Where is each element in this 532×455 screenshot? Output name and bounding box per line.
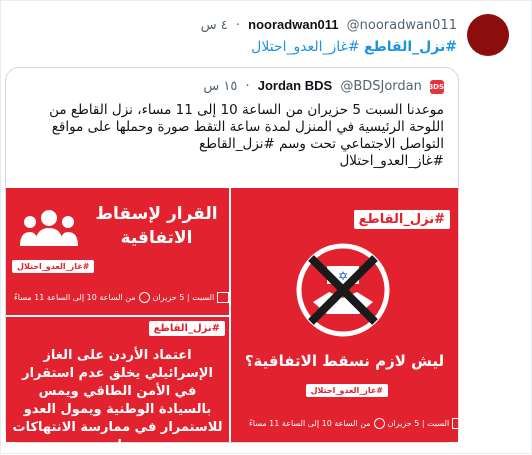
tweet-hashtags: [251, 39, 457, 55]
media-image-2[interactable]: [6, 317, 229, 453]
tile1-tag: #غاز_العدو_احتلال: [12, 260, 94, 273]
media-grid: [6, 188, 458, 453]
timestamp[interactable]: ٤ س: [200, 18, 228, 33]
quoted-tweet[interactable]: [5, 67, 459, 453]
tile1-date: السبت | 5 حزيران: [152, 293, 215, 302]
tile1-footer: [14, 292, 229, 303]
quoted-display-name[interactable]: Jordan BDS: [257, 78, 333, 93]
quoted-text: [20, 102, 444, 170]
tile1-headline: القرار لإسقاط الاتفاقية: [95, 204, 218, 248]
calendar-icon: [452, 418, 464, 429]
bds-logo-icon: BDS: [430, 80, 444, 94]
tweet-header: [17, 15, 457, 35]
separator: ·: [235, 18, 241, 33]
quoted-handle[interactable]: @BDSJordan: [340, 79, 422, 94]
tile3-date: السبت | 5 حزيران: [387, 419, 450, 428]
calendar-icon: [217, 292, 229, 303]
avatar[interactable]: [467, 14, 509, 56]
handshake-no-icon: [293, 240, 393, 340]
svg-text:✡: ✡: [337, 269, 349, 283]
media-image-3[interactable]: [231, 188, 458, 442]
hashtag-link[interactable]: #نزل_القاطع: [364, 39, 457, 55]
clock-icon: [139, 292, 150, 303]
tile3-footer: [249, 418, 464, 429]
tile3-tag: #نزل_القاطع: [354, 210, 450, 229]
quoted-timestamp[interactable]: ١٥ س: [203, 79, 238, 94]
clock-icon: [374, 418, 385, 429]
media-image-1[interactable]: [6, 188, 229, 315]
separator: ·: [245, 79, 250, 94]
display-name[interactable]: nooradwan011: [248, 17, 339, 32]
tile3-tag2: #غاز_العدو_احتلال: [306, 384, 388, 397]
tile2-body: اعتماد الأردن على الغاز الإسرائيلي يخلق عدم استقرار في الأمن الطاقي ويمس بالسيادة الوطنية ويمول العدو للاستمرار في ممارسة الانتهاكات على: [12, 348, 223, 453]
tile3-headline: ليش لازم نسقط الاتفاقية؟: [244, 352, 445, 370]
quoted-hashtag[interactable]: #غاز_العدو_احتلال: [339, 153, 444, 169]
tile2-tag: #نزل_القاطع: [149, 321, 225, 336]
tile1-time: من الساعة 10 إلى الساعة 11 مساءً: [14, 293, 136, 302]
handle[interactable]: @nooradwan011: [346, 18, 457, 33]
people-icon: [18, 206, 80, 246]
tile3-time: من الساعة 10 إلى الساعة 11 مساءً: [249, 419, 371, 428]
quoted-body: موعدنا السبت 5 حزيران من الساعة 10 إلى 11 مساء، نزل القاطع من اللوحة الرئيسية في المنزل لمدة ساعة التقط صورة وحملها على مواقع التواصل الاجتماعي تحت وسم #نزل_القاطع: [49, 102, 444, 152]
hashtag-link[interactable]: #غاز_العدو_احتلال: [251, 39, 360, 55]
quoted-header: [199, 78, 444, 96]
